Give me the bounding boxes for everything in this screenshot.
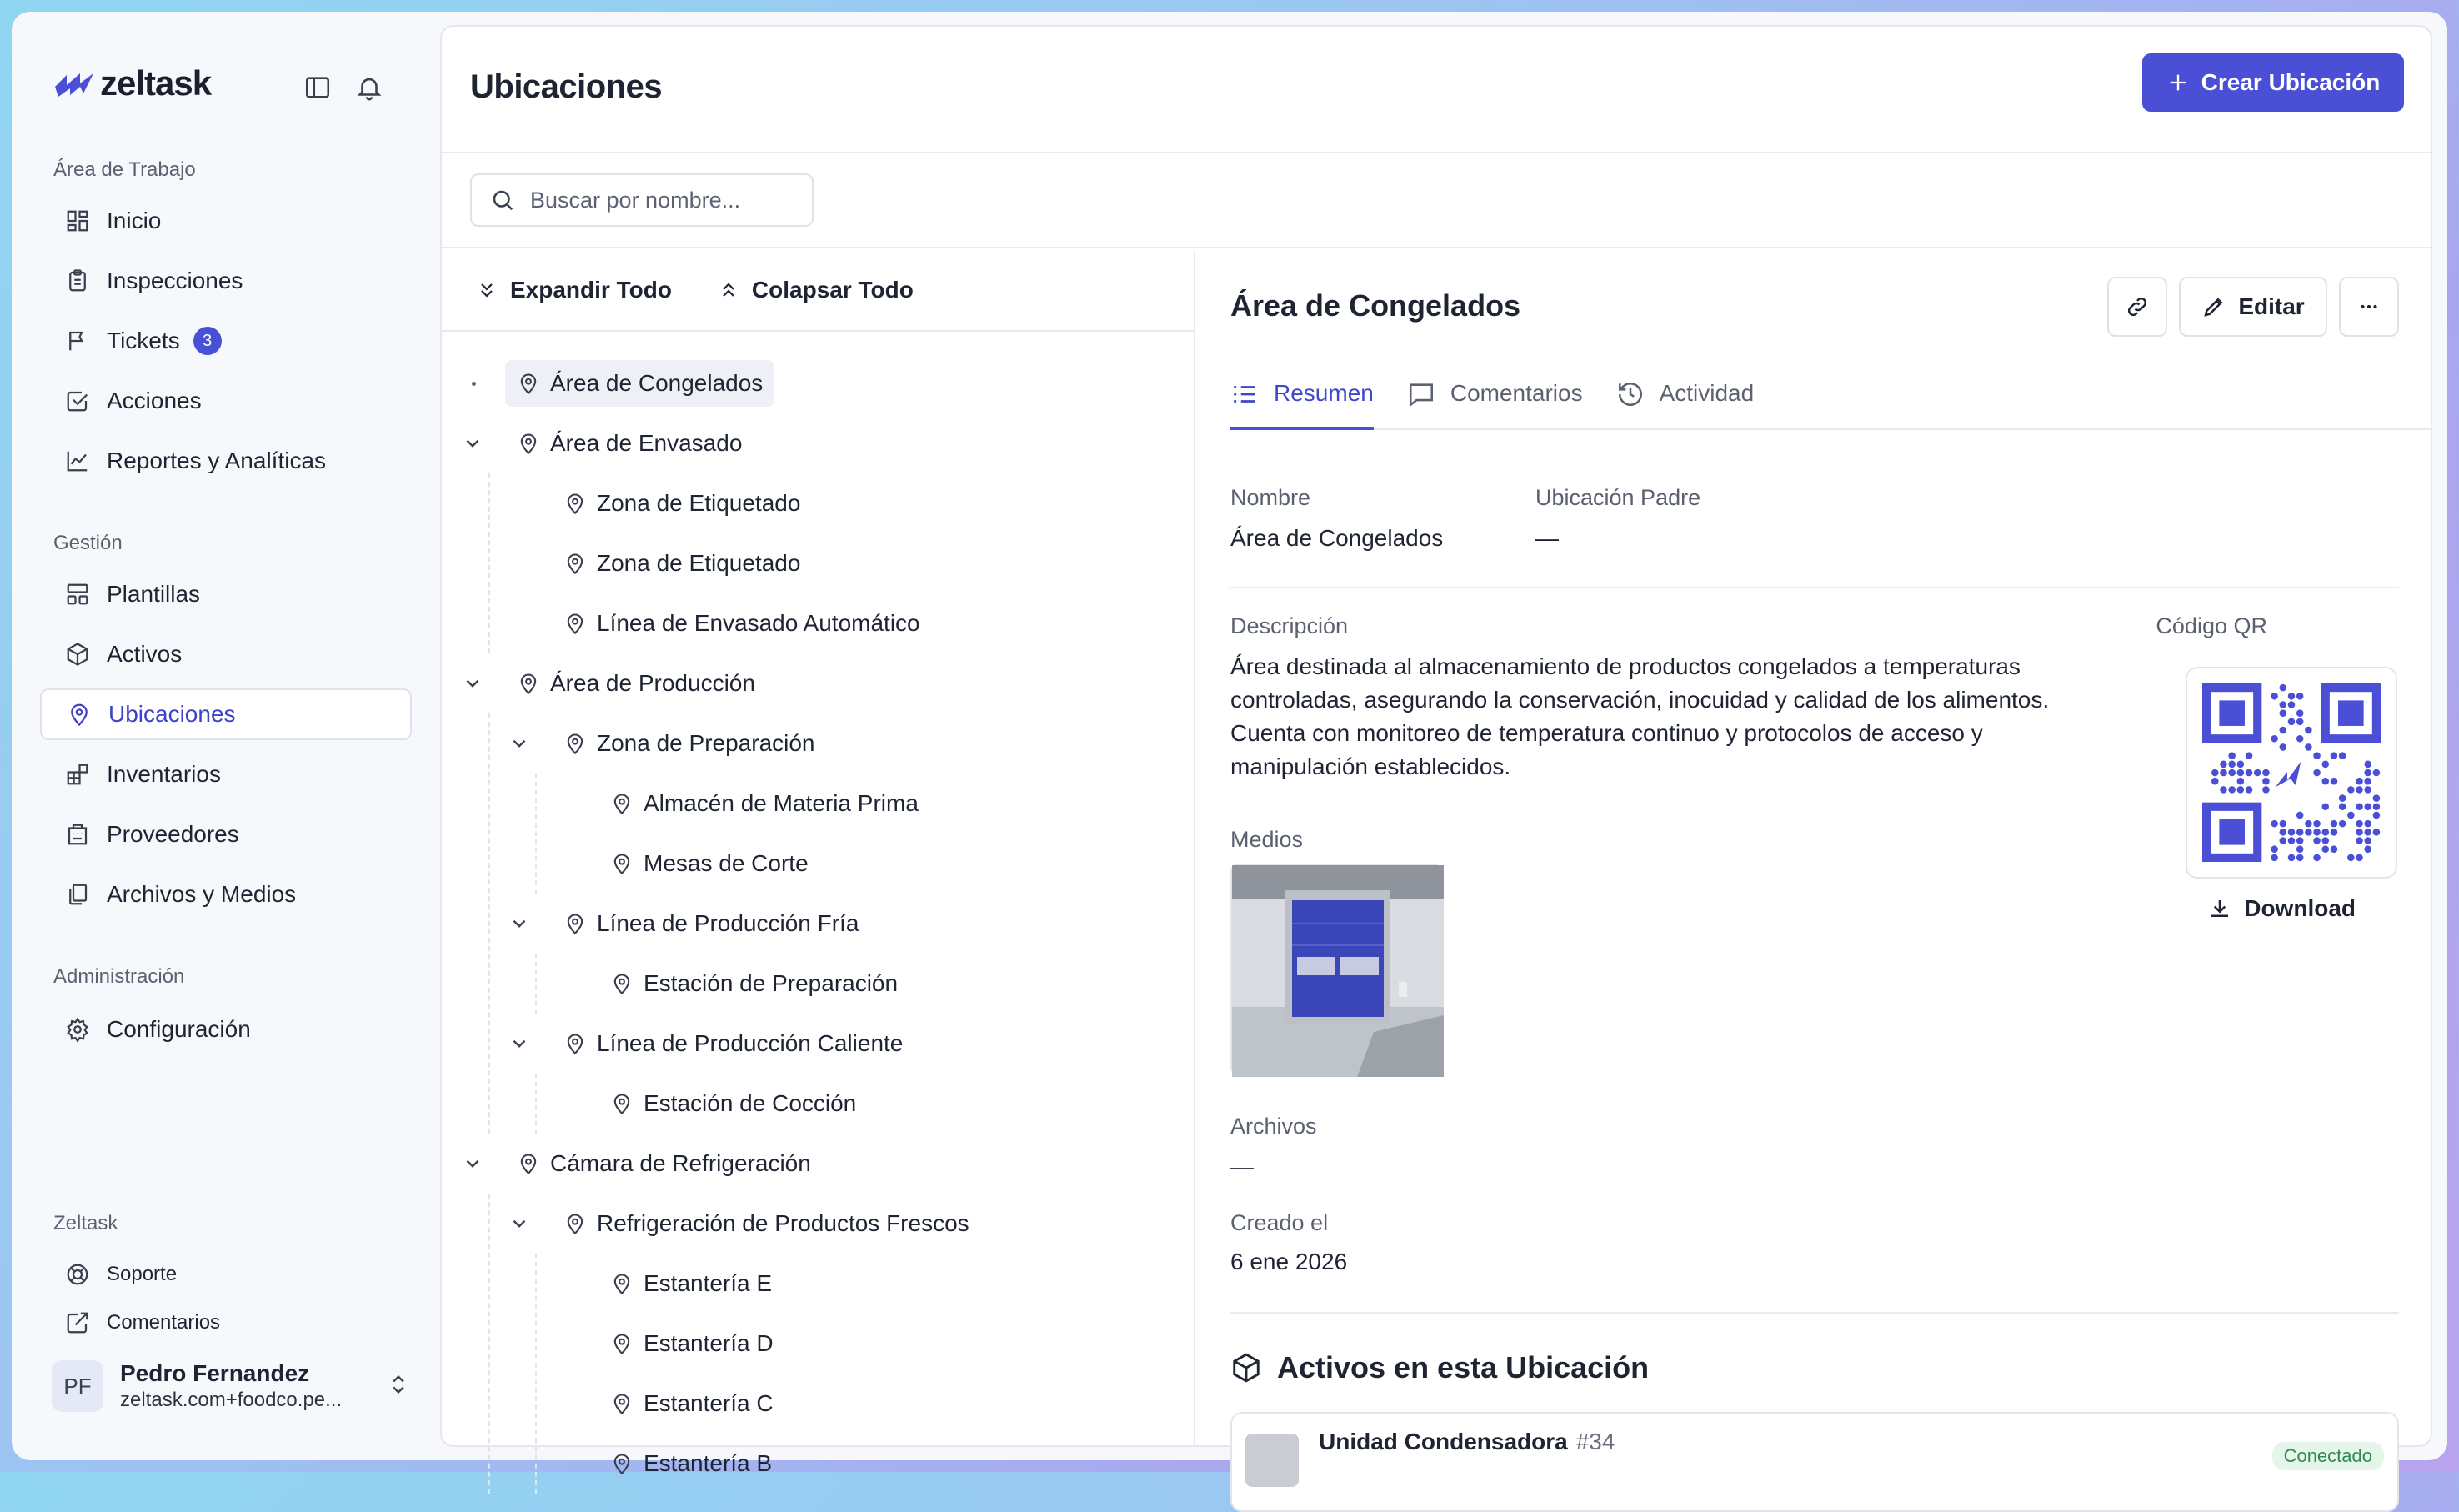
tree-item-label[interactable]	[598, 1320, 785, 1367]
tree-item-label[interactable]	[505, 660, 767, 707]
user-info	[120, 1360, 387, 1412]
tree-item-text: Zona de Etiquetado	[597, 550, 801, 576]
grid-icon	[65, 208, 90, 233]
page-header	[442, 27, 2431, 153]
tree-item-label[interactable]	[552, 720, 827, 767]
tree-row[interactable]	[442, 593, 1194, 653]
sidebar-toggle-icon[interactable]	[303, 73, 332, 106]
map-pin-icon	[610, 1392, 634, 1415]
map-pin-icon	[610, 972, 634, 995]
tree-row[interactable]	[442, 1314, 1194, 1374]
create-location-button[interactable]	[2142, 53, 2404, 112]
asset-number: #34	[1575, 1429, 1615, 1454]
chevron-down-icon[interactable]	[462, 673, 483, 694]
edit-label: Editar	[2238, 293, 2305, 319]
map-pin-icon	[563, 1212, 587, 1235]
tab-label: Actividad	[1659, 380, 1755, 406]
expand-all-label: Expandir Todo	[510, 277, 672, 303]
download-label: Download	[2244, 895, 2356, 921]
tree-row[interactable]	[442, 1254, 1194, 1314]
nav-label: Soporte	[107, 1263, 178, 1285]
download-icon	[2207, 896, 2232, 921]
qr-label: Código QR	[2156, 613, 2267, 638]
management-section-label: Gestión	[53, 532, 123, 554]
tree-item-label[interactable]	[598, 1260, 784, 1307]
nav-label: Archivos y Medios	[107, 881, 297, 907]
more-options-button[interactable]	[2339, 277, 2399, 337]
message-square-icon	[1407, 380, 1435, 408]
collapse-all-label: Colapsar Todo	[751, 277, 914, 303]
nav-item-ubicaciones[interactable]	[40, 688, 412, 740]
detail-actions	[2107, 277, 2399, 337]
tree-item-text: Mesas de Corte	[644, 850, 809, 876]
external-feedback-icon	[65, 1310, 90, 1335]
nav-label: Reportes y Analíticas	[107, 448, 327, 473]
bell-icon[interactable]	[355, 73, 383, 106]
tree-item-label[interactable]	[598, 1380, 785, 1427]
tree-item-label[interactable]	[598, 840, 820, 887]
tree-item-label[interactable]	[598, 780, 930, 827]
nav-label: Configuración	[107, 1016, 251, 1042]
nav-item-inspecciones[interactable]	[40, 255, 412, 307]
tree-item-text: Zona de Preparación	[597, 730, 815, 756]
create-location-label: Crear Ubicación	[2201, 69, 2381, 95]
tree-guide-line	[488, 473, 490, 653]
tree-row[interactable]	[442, 1134, 1194, 1194]
tree-row[interactable]	[442, 1434, 1194, 1494]
user-name: Pedro Fernandez	[120, 1360, 310, 1386]
nav-label: Inicio	[107, 208, 162, 233]
copy-link-button[interactable]	[2107, 277, 2167, 337]
chevron-down-icon[interactable]	[508, 913, 530, 934]
main-panel	[440, 25, 2432, 1476]
media-label: Medios	[1230, 827, 1304, 852]
location-tree-pane	[442, 250, 1195, 1476]
chevron-down-icon[interactable]	[508, 1033, 530, 1054]
qr-code-icon	[2202, 683, 2381, 862]
page-title: Ubicaciones	[470, 68, 663, 105]
tree-item-label[interactable]	[552, 480, 812, 527]
tree-item-text: Cámara de Refrigeración	[550, 1150, 811, 1176]
nav-label: Inspecciones	[107, 268, 243, 293]
tree-row[interactable]	[442, 1374, 1194, 1434]
chart-line-icon	[65, 448, 90, 473]
assets-section-title	[1230, 1350, 1649, 1385]
nav-item-acciones[interactable]	[40, 375, 412, 427]
tab-comentarios[interactable]	[1407, 372, 1583, 430]
nav-item-soporte[interactable]	[40, 1250, 412, 1299]
asset-name	[1319, 1429, 1615, 1455]
collapse-all-button[interactable]	[719, 277, 914, 303]
chevron-down-icon[interactable]	[508, 1213, 530, 1234]
tab-actividad[interactable]	[1616, 372, 1755, 430]
map-pin-icon	[563, 912, 587, 935]
edit-button[interactable]	[2179, 277, 2327, 337]
leaf-dot	[472, 382, 476, 386]
tree-item-text: Línea de Producción Caliente	[597, 1030, 904, 1056]
map-pin-icon	[563, 1032, 587, 1055]
chevron-up-down-icon	[387, 1373, 410, 1400]
search-input[interactable]	[530, 188, 797, 213]
expand-all-button[interactable]	[477, 277, 672, 303]
asset-name-text: Unidad Condensadora	[1319, 1429, 1568, 1454]
tree-item-text: Estantería C	[644, 1390, 774, 1416]
tree-guide-line	[535, 774, 537, 894]
tree-item-label[interactable]	[552, 540, 812, 587]
tree-item-label[interactable]	[505, 360, 774, 407]
tickets-count-badge: 3	[193, 327, 222, 355]
map-pin-icon	[563, 732, 587, 755]
tree-item-text: Estación de Preparación	[644, 970, 899, 996]
nav-label: Tickets	[107, 328, 180, 353]
tree-item-label[interactable]	[598, 1080, 868, 1127]
tree-item-text: Estantería B	[644, 1450, 773, 1476]
map-pin-icon	[67, 702, 92, 727]
footer-nav	[40, 1250, 412, 1347]
location-detail-pane	[1197, 250, 2431, 1466]
files-value: —	[1230, 1154, 1254, 1179]
tab-label: Comentarios	[1450, 380, 1583, 406]
nav-item-reportes[interactable]	[40, 435, 412, 487]
footer-section-label: Zeltask	[53, 1212, 118, 1234]
detail-title: Área de Congelados	[1230, 288, 1521, 323]
tree-guide-line	[488, 1194, 490, 1494]
history-icon	[1616, 380, 1645, 408]
building-icon	[65, 822, 90, 847]
admin-nav	[40, 1004, 412, 1064]
map-pin-icon	[517, 432, 540, 455]
map-pin-icon	[610, 852, 634, 875]
nav-label: Proveedores	[107, 821, 239, 847]
tree-row[interactable]	[442, 713, 1194, 774]
plus-icon	[2166, 71, 2190, 94]
map-pin-icon	[610, 1452, 634, 1475]
nav-label: Ubicaciones	[108, 701, 236, 727]
search-box[interactable]	[470, 173, 814, 227]
divider	[1230, 587, 2399, 588]
flag-icon	[65, 328, 90, 353]
nav-item-archivos[interactable]	[40, 869, 412, 920]
created-value: 6 ene 2026	[1230, 1249, 1348, 1274]
tree-item-label[interactable]	[505, 1140, 823, 1187]
nav-label: Activos	[107, 641, 183, 667]
tree-item-label[interactable]	[552, 600, 932, 647]
tree-row[interactable]	[442, 473, 1194, 533]
logo-text: zeltask	[100, 63, 212, 103]
files-icon	[65, 882, 90, 907]
box-icon	[1230, 1352, 1262, 1384]
tree-row[interactable]	[442, 1194, 1194, 1254]
tree-guide-line	[488, 713, 490, 1134]
map-pin-icon	[563, 612, 587, 635]
chevron-down-icon[interactable]	[508, 733, 530, 754]
tree-item-text: Área de Congelados	[550, 370, 764, 396]
admin-section-label: Administración	[53, 965, 185, 988]
nav-label: Plantillas	[107, 581, 201, 607]
workspace-section-label: Área de Trabajo	[53, 158, 196, 181]
map-pin-icon	[517, 1152, 540, 1175]
divider	[1230, 1312, 2399, 1314]
qr-code	[2186, 667, 2397, 879]
user-email: zeltask.com+foodco.pe...	[120, 1389, 343, 1411]
avatar: PF	[52, 1360, 103, 1412]
chevrons-down-icon	[477, 280, 497, 300]
search-bar	[442, 153, 2431, 248]
blocks-icon	[65, 762, 90, 787]
user-menu[interactable]	[52, 1360, 410, 1412]
tree-guide-line	[535, 1254, 537, 1494]
tree-item-label[interactable]	[552, 1020, 914, 1067]
asset-card[interactable]	[1230, 1412, 2399, 1512]
nav-label: Acciones	[107, 388, 202, 413]
tree-row[interactable]	[442, 894, 1194, 954]
tree-row[interactable]	[442, 1074, 1194, 1134]
tab-resumen[interactable]	[1230, 372, 1374, 430]
chevrons-up-icon	[719, 280, 739, 300]
tree-item-text: Estantería D	[644, 1330, 774, 1356]
files-label: Archivos	[1230, 1114, 1317, 1139]
tree-item-label[interactable]	[598, 960, 909, 1007]
zeltask-logo-icon	[52, 68, 97, 98]
tree-item-text: Refrigeración de Productos Frescos	[597, 1210, 969, 1236]
tree-row[interactable]	[442, 533, 1194, 593]
nav-label: Comentarios	[107, 1311, 221, 1334]
map-pin-icon	[563, 552, 587, 575]
sidebar	[12, 12, 438, 1460]
map-pin-icon	[610, 792, 634, 815]
description-text: Área destinada al almacenamiento de productos congelados a temperaturas controladas, asegurando la conservación, inocuidad y calidad de los alimentos. Cuenta con monitoreo de temperatura continuo y protocolos de acceso y manipulación establecidos.	[1230, 653, 2050, 779]
nav-item-inventarios[interactable]	[40, 748, 412, 800]
tree-item-text: Área de Producción	[550, 670, 755, 696]
tree-guide-line	[535, 1074, 537, 1134]
tree-item-text: Estantería E	[644, 1270, 773, 1296]
tree-row[interactable]	[442, 413, 1194, 473]
app-window	[12, 12, 2447, 1476]
name-value: Área de Congelados	[1230, 525, 1444, 551]
gear-icon	[65, 1017, 90, 1042]
location-tree	[442, 332, 1194, 1494]
nav-item-proveedores[interactable]	[40, 809, 412, 860]
search-icon	[490, 188, 515, 213]
more-horizontal-icon	[2356, 294, 2381, 319]
tree-row[interactable]	[442, 1014, 1194, 1074]
freezer-door-image	[1232, 865, 1444, 1077]
tree-toolbar	[442, 250, 1194, 332]
chevron-down-icon[interactable]	[462, 433, 483, 454]
status-badge: Conectado	[2272, 1442, 2384, 1470]
nav-item-inicio[interactable]	[40, 195, 412, 247]
tab-label: Resumen	[1274, 380, 1374, 406]
map-pin-icon	[517, 672, 540, 695]
list-icon	[1230, 380, 1259, 408]
map-pin-icon	[563, 492, 587, 515]
tree-row[interactable]	[442, 353, 1194, 413]
parent-label: Ubicación Padre	[1535, 485, 1701, 510]
lifebuoy-icon	[65, 1262, 90, 1287]
chevron-down-icon[interactable]	[462, 1153, 483, 1174]
tree-item-label[interactable]	[552, 1200, 981, 1247]
tree-row[interactable]	[442, 954, 1194, 1014]
check-square-icon	[65, 388, 90, 413]
created-label: Creado el	[1230, 1210, 1329, 1235]
tree-row[interactable]	[442, 774, 1194, 834]
tree-item-text: Línea de Envasado Automático	[597, 610, 920, 636]
link-icon	[2125, 294, 2150, 319]
layout-icon	[65, 582, 90, 607]
nav-item-plantillas[interactable]	[40, 568, 412, 620]
nav-item-configuracion[interactable]	[40, 1004, 412, 1055]
tree-guide-line	[535, 954, 537, 1014]
asset-thumbnail	[1245, 1434, 1299, 1487]
workspace-nav	[40, 195, 412, 495]
nav-item-activos[interactable]	[40, 628, 412, 680]
tree-item-text: Área de Envasado	[550, 430, 743, 456]
tree-row[interactable]	[442, 834, 1194, 894]
management-nav	[40, 568, 412, 929]
nav-item-comentarios[interactable]	[40, 1299, 412, 1347]
assets-title-label: Activos en esta Ubicación	[1277, 1350, 1650, 1384]
clipboard-icon	[65, 268, 90, 293]
map-pin-icon	[610, 1272, 634, 1295]
tree-item-text: Almacén de Materia Prima	[644, 790, 919, 816]
tree-item-label[interactable]	[598, 1440, 784, 1487]
map-pin-icon	[610, 1092, 634, 1115]
parent-value: —	[1535, 525, 1559, 551]
map-pin-icon	[610, 1332, 634, 1355]
description-label: Descripción	[1230, 613, 1349, 638]
pencil-icon	[2201, 294, 2226, 319]
tree-item-text: Zona de Etiquetado	[597, 490, 801, 516]
nav-item-tickets[interactable]	[40, 315, 412, 367]
tree-item-label[interactable]	[505, 420, 754, 467]
logo[interactable]	[52, 63, 211, 103]
detail-tabs	[1230, 372, 2431, 430]
media-thumbnail[interactable]	[1230, 864, 1442, 1075]
tree-item-text: Línea de Producción Fría	[597, 910, 859, 936]
tree-row[interactable]	[442, 653, 1194, 713]
download-qr-button[interactable]	[2207, 895, 2356, 922]
box-icon	[65, 642, 90, 667]
tree-item-text: Estación de Cocción	[644, 1090, 857, 1116]
map-pin-icon	[517, 372, 540, 395]
name-label: Nombre	[1230, 485, 1311, 510]
tree-item-label[interactable]	[552, 900, 870, 947]
sidebar-top-icons	[303, 73, 383, 106]
nav-label: Inventarios	[107, 761, 221, 787]
